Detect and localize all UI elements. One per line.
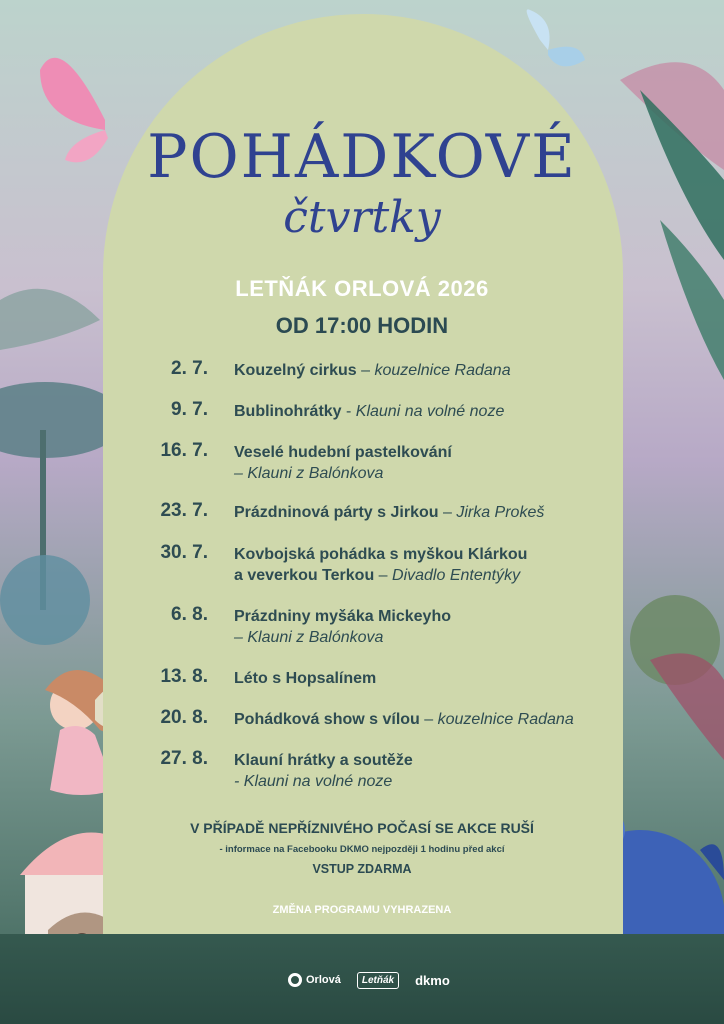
free-entry: VSTUP ZDARMA [312,862,412,876]
program-title: Kouzelný cirkus [234,362,357,379]
program-description [234,544,624,586]
program-separator: – [356,362,375,379]
venue-heading: LETŇÁK ORLOVÁ 2026 [235,276,489,301]
poster-subtitle: čtvrtky [283,192,441,243]
weather-notice: V PŘÍPADĚ NEPŘÍZNIVÉHO POČASÍ SE AKCE RUŠÍ [190,820,534,836]
orlova-logo-text: Orlová [306,974,341,986]
letnak-logo-text: Letňák [361,974,395,986]
program-separator: – [438,504,457,521]
program-description [234,401,624,422]
program-description [234,442,624,484]
program-title: Kovbojská pohádka s myškou Klárkou [234,546,528,563]
program-performer: Jirka Prokeš [456,504,545,521]
program-performer: - Klauni na volné noze [234,773,393,790]
program-change-notice: ZMĚNA PROGRAMU VYHRAZENA [272,904,452,916]
letnak-logo [357,972,399,989]
dkmo-logo-text: dkmo [415,972,450,988]
program-date: 2. 7. [171,358,208,379]
program-title: Prázdninová párty s Jirkou [234,504,439,521]
program-separator: – [374,567,393,584]
program-title: Léto s Hopsalínem [234,670,377,687]
program-description [234,709,624,730]
program-description [234,360,624,381]
program-date: 23. 7. [160,500,208,521]
program-description [234,502,624,523]
program-separator: – [419,711,438,728]
program-date: 13. 8. [160,666,208,687]
orlova-circle-icon [288,973,302,987]
program-performer: Klauni na volné noze [355,403,505,420]
program-date: 27. 8. [160,748,208,769]
program-date: 30. 7. [160,542,208,563]
program-performer: – Klauni z Balónkova [234,629,384,646]
program-date: 6. 8. [171,604,208,625]
facebook-info: - informace na Facebooku DKMO nejpozději 1 hodinu před akcí [219,844,505,855]
program-performer: kouzelnice Radana [374,362,511,379]
start-time-heading: OD 17:00 HODIN [275,313,449,338]
program-separator: - [341,403,356,420]
program-title: Bublinohrátky [234,403,342,420]
sponsor-logos [288,966,450,994]
program-title: Prázdniny myšáka Mickeyho [234,608,451,625]
program-title: Klauní hrátky a soutěže [234,752,413,769]
program-description [234,668,624,689]
dkmo-logo [415,973,450,988]
program-date: 20. 8. [160,707,208,728]
blue-butterfly-icon [527,9,585,66]
program-title-line2: a veverkou Terkou [234,567,375,584]
poster-title: POHÁDKOVÉ [147,122,577,192]
program-performer: kouzelnice Radana [437,711,574,728]
program-description [234,750,624,792]
orlova-logo [288,973,341,987]
program-description [234,606,624,648]
program-date: 9. 7. [171,399,208,420]
program-title: Veselé hudební pastelkování [234,444,452,461]
program-performer: Divadlo Ententýky [392,567,521,584]
program-title: Pohádková show s vílou [234,711,420,728]
program-date: 16. 7. [160,440,208,461]
program-performer: – Klauni z Balónkova [234,465,384,482]
